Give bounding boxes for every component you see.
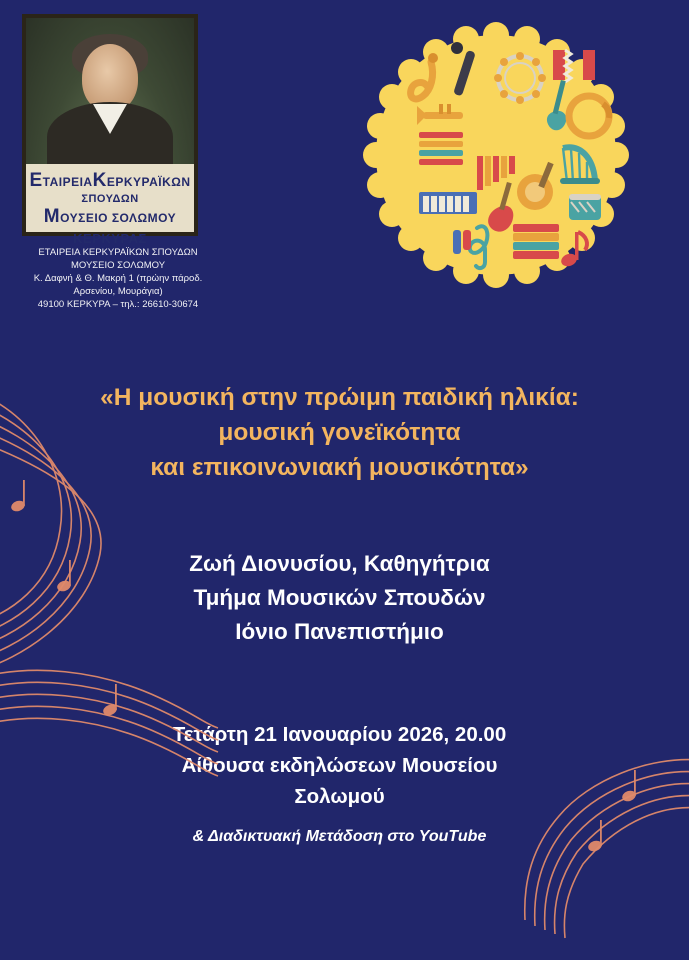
organization-info bbox=[14, 246, 222, 311]
poster-header bbox=[0, 0, 679, 340]
title-line: και επικοινωνιακή μουσικότητα» bbox=[150, 454, 529, 481]
logo-frame bbox=[22, 14, 198, 246]
speaker-line: Τμήμα Μουσικών Σπουδών bbox=[193, 585, 486, 610]
drum-icon bbox=[569, 194, 601, 220]
logo-caption-l3: ΚΕΡΚΥΡΑΣ bbox=[73, 231, 147, 246]
piano-keyboard-icon bbox=[419, 192, 477, 214]
logo-caption bbox=[26, 164, 194, 246]
event-line: Αίθουσα εκδηλώσεων Μουσείου bbox=[181, 754, 498, 777]
logo-caption-l1-tail: ΣΠΟΥΔΩΝ bbox=[81, 193, 139, 205]
logo-caption-l1-a: ΤΑΙΡΕΙΑ bbox=[42, 175, 93, 189]
speaker-line: Ιόνιο Πανεπιστήμιο bbox=[235, 619, 444, 644]
logo-caption-l2-rest: ΟΥΣΕΙΟ ΣΟΛΩΜΟΥ bbox=[60, 211, 177, 225]
speaker-block bbox=[40, 547, 639, 649]
org-info-line: Κ. Δαφνή & Θ. Μακρή 1 (πρώην πάροδ. bbox=[33, 273, 203, 284]
event-details bbox=[40, 719, 639, 812]
org-info-line: ΕΤΑΙΡΕΙΑ ΚΕΡΚΥΡΑΪΚΩΝ ΣΠΟΥΔΩΝ bbox=[38, 247, 198, 258]
poster-title bbox=[40, 380, 639, 485]
speaker-line: Ζωή Διονυσίου, Καθηγήτρια bbox=[189, 551, 490, 576]
broadcast-note: & Διαδικτυακή Μετάδοση στο YouTube bbox=[192, 828, 487, 845]
musical-instruments-circle bbox=[357, 16, 635, 294]
event-line: Σολωμού bbox=[294, 785, 385, 808]
portrait-background bbox=[26, 18, 194, 168]
logo-caption-l1-b: ΕΡΚΥΡΑΪΚΩΝ bbox=[106, 175, 191, 189]
title-line: μουσική γονεϊκότητα bbox=[218, 419, 461, 446]
org-info-line: Αρσενίου, Μουράγια) bbox=[73, 286, 163, 297]
event-line: Τετάρτη 21 Ιανουαρίου 2026, 20.00 bbox=[172, 723, 507, 746]
org-info-line: ΜΟΥΣΕΙΟ ΣΟΛΩΜΟΥ bbox=[70, 260, 166, 271]
org-info-line: 49100 ΚΕΡΚΥΡΑ – τηλ.: 26610-30674 bbox=[37, 299, 199, 310]
title-line: «Η μουσική στην πρώιμη παιδική ηλικία: bbox=[100, 384, 579, 411]
logo-caption-l1-initial: Ε bbox=[29, 170, 43, 191]
logo-caption-l2-initial: Μ bbox=[43, 206, 61, 227]
museum-logo-block bbox=[14, 14, 222, 311]
logo-caption-l1-initial2: Κ bbox=[92, 170, 107, 191]
